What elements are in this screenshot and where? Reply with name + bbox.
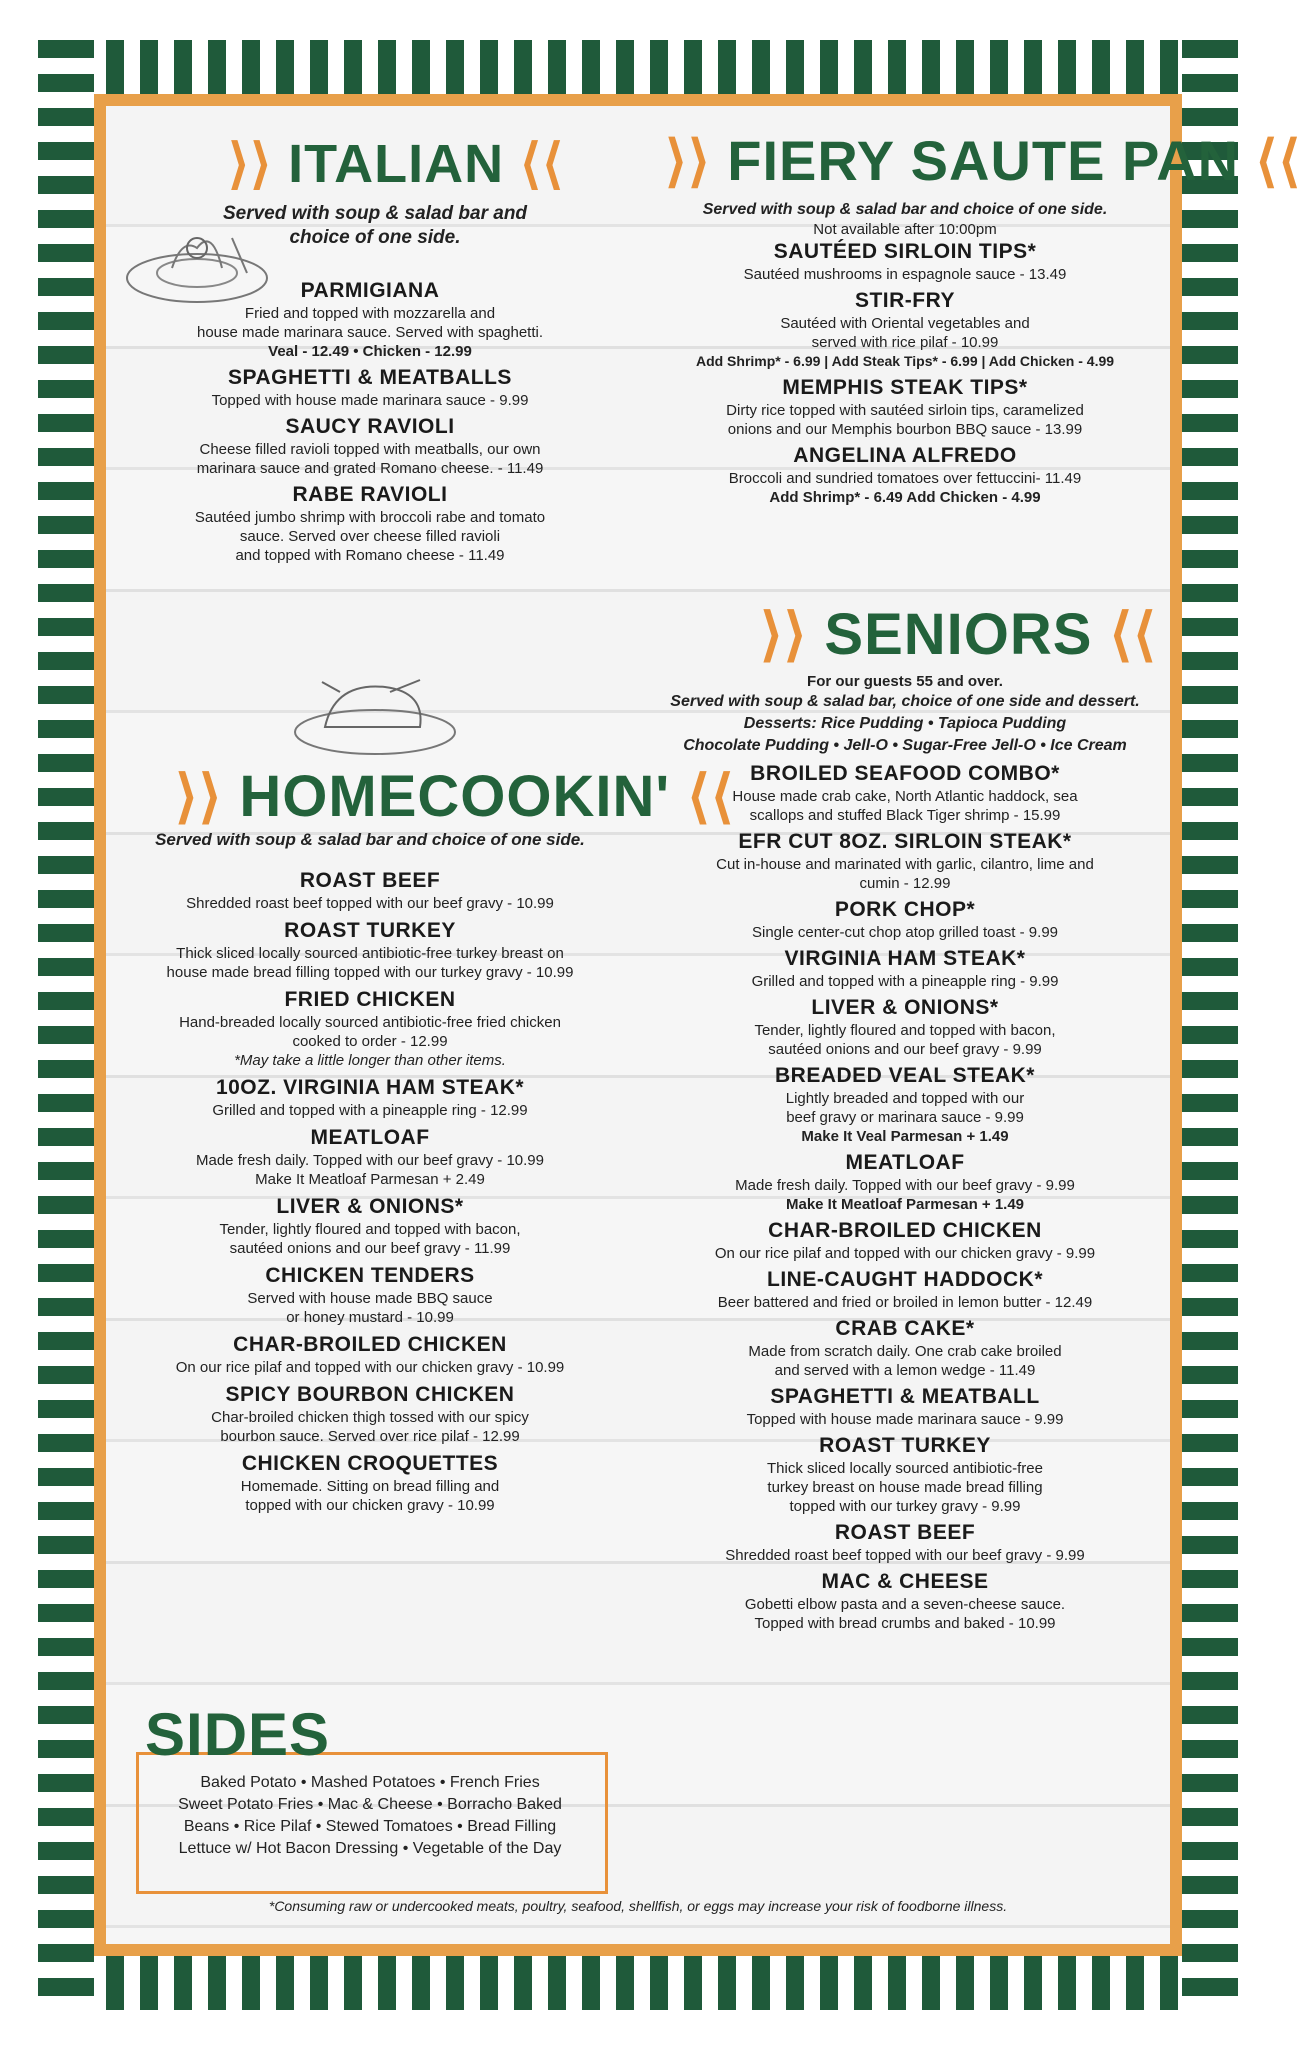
menu-item: [655, 1150, 1155, 1214]
item-desc: Topped with house made marinara sauce - 9.99: [746, 1411, 1064, 1428]
item-name: MEMPHIS STEAK TIPS*: [782, 376, 1028, 399]
item-name: CRAB CAKE*: [835, 1317, 975, 1340]
item-name: SPICY BOURBON CHICKEN: [225, 1383, 515, 1406]
item-desc: Served with house made BBQ sauce: [247, 1290, 493, 1307]
item-desc: Sautéed with Oriental vegetables and: [780, 315, 1030, 332]
italian-subtitle: Served with soup & salad bar and choice of one side.: [222, 203, 528, 248]
seniors-items: [655, 672, 1155, 1637]
menu-item: [135, 414, 605, 478]
item-desc: marinara sauce and grated Romano cheese. - 11.49: [196, 460, 544, 477]
item-desc: Homemade. Sitting on bread filling and: [240, 1478, 500, 1495]
sides-line: Lettuce w/ Hot Bacon Dressing • Vegetable of the Day: [178, 1840, 562, 1857]
menu-item: [655, 897, 1155, 942]
item-desc: topped with our chicken gravy - 10.99: [245, 1497, 495, 1514]
item-desc: Made from scratch daily. One crab cake broiled: [748, 1343, 1062, 1360]
item-desc: served with rice pilaf - 10.99: [811, 334, 999, 351]
item-desc: Made fresh daily. Topped with our beef gravy - 9.99: [735, 1177, 1075, 1194]
item-name: ROAST BEEF: [299, 869, 441, 892]
item-desc: Add Shrimp* - 6.49 Add Chicken - 4.99: [769, 489, 1041, 506]
item-desc: cumin - 12.99: [859, 875, 951, 892]
menu-item: [655, 1520, 1155, 1565]
item-desc: topped with our turkey gravy - 9.99: [789, 1498, 1021, 1515]
item-desc: Hand-breaded locally sourced antibiotic-free fried chicken: [179, 1014, 561, 1031]
italian-heading: ⟩⟩ ITALIAN ⟨⟨: [228, 134, 565, 194]
item-desc: Shredded roast beef topped with our beef gravy - 9.99: [725, 1547, 1085, 1564]
item-desc: sautéed onions and our beef gravy - 11.99: [229, 1240, 511, 1257]
item-desc: and topped with Romano cheese - 11.49: [235, 547, 505, 564]
item-desc: Fried and topped with mozzarella and: [244, 305, 496, 322]
item-desc: Gobetti elbow pasta and a seven-cheese sauce.: [744, 1596, 1066, 1613]
menu-item: [135, 1075, 605, 1120]
menu-item: [135, 1125, 605, 1189]
menu-item: [135, 482, 605, 565]
menu-item: [655, 239, 1155, 284]
menu-item: [655, 1569, 1155, 1633]
item-desc: On our rice pilaf and topped with our chicken gravy - 10.99: [175, 1359, 565, 1376]
homecookin-items: [135, 868, 605, 1520]
item-note: *May take a little longer than other items.: [234, 1052, 506, 1069]
menu-item: [655, 1384, 1155, 1429]
item-desc: sautéed onions and our beef gravy - 9.99: [768, 1041, 1042, 1058]
item-desc: sauce. Served over cheese filled ravioli: [239, 528, 501, 545]
item-desc: Dirty rice topped with sautéed sirloin tips, caramelized: [726, 402, 1084, 419]
item-desc: Shredded roast beef topped with our beef gravy - 10.99: [186, 895, 554, 912]
fiery-saute-pan-heading: ⟩⟩ FIERY SAUTE PAN ⟨⟨: [665, 129, 1301, 192]
item-name: LIVER & ONIONS*: [811, 996, 999, 1019]
item-desc: Cut in-house and marinated with garlic, cilantro, lime and: [716, 856, 1094, 873]
item-desc: Broccoli and sundried tomatoes over fettuccini- 11.49: [728, 470, 1082, 487]
menu-item: [135, 987, 605, 1070]
item-name: LINE-CAUGHT HADDOCK*: [767, 1268, 1043, 1291]
foodborne-illness-disclaimer: *Consuming raw or undercooked meats, poultry, seafood, shellfish, or eggs may increase your risk of foodborne illness.: [268, 1898, 1008, 1914]
item-name: CHAR-BROILED CHICKEN: [768, 1219, 1042, 1242]
menu-item: [655, 375, 1155, 439]
item-name: PORK CHOP*: [834, 898, 976, 921]
item-name: MEATLOAF: [310, 1126, 430, 1149]
roast-turkey-icon: [290, 672, 460, 762]
item-name: ROAST TURKEY: [819, 1434, 991, 1457]
menu-item: [135, 1194, 605, 1258]
item-desc: Grilled and topped with a pineapple ring - 12.99: [212, 1102, 528, 1119]
item-name: CHAR-BROILED CHICKEN: [233, 1333, 507, 1356]
item-desc: bourbon sauce. Served over rice pilaf - 12.99: [220, 1428, 520, 1445]
seniors-intro: Served with soup & salad bar, choice of one side and dessert.: [670, 693, 1140, 710]
menu-item: [135, 1263, 605, 1327]
fiery-items: [655, 200, 1155, 511]
item-name: PARMIGIANA: [300, 279, 440, 302]
menu-item: [655, 995, 1155, 1059]
item-desc: Topped with house made marinara sauce - 9.99: [211, 392, 529, 409]
item-desc: Grilled and topped with a pineapple ring - 9.99: [751, 973, 1059, 990]
menu-item: [135, 1382, 605, 1446]
item-name: RABE RAVIOLI: [292, 483, 448, 506]
item-name: ROAST TURKEY: [284, 919, 456, 942]
item-name: CHICKEN TENDERS: [265, 1264, 475, 1287]
item-desc: Sautéed mushrooms in espagnole sauce - 13.49: [743, 266, 1067, 283]
item-name: LIVER & ONIONS*: [276, 1195, 464, 1218]
item-name: BREADED VEAL STEAK*: [775, 1064, 1035, 1087]
item-desc: onions and our Memphis bourbon BBQ sauce - 13.99: [727, 421, 1083, 438]
seniors-intro: For our guests 55 and over.: [807, 673, 1003, 690]
item-desc: cooked to order - 12.99: [292, 1033, 448, 1050]
item-desc: Make It Meatloaf Parmesan + 2.49: [255, 1171, 485, 1188]
item-desc: Tender, lightly floured and topped with bacon,: [219, 1221, 521, 1238]
item-desc: Single center-cut chop atop grilled toast - 9.99: [751, 924, 1058, 941]
menu-item: [655, 1316, 1155, 1380]
item-desc: Topped with bread crumbs and baked - 10.99: [754, 1615, 1056, 1632]
sides-line: Sweet Potato Fries • Mac & Cheese • Borracho Baked: [178, 1796, 562, 1813]
item-desc: Make It Veal Parmesan + 1.49: [801, 1128, 1009, 1145]
seniors-intro: Desserts: Rice Pudding • Tapioca Pudding: [743, 715, 1067, 732]
menu-item: [135, 1451, 605, 1515]
menu-item: [655, 1267, 1155, 1312]
item-name: SAUTÉED SIRLOIN TIPS*: [773, 240, 1037, 263]
item-desc: Veal - 12.49 • Chicken - 12.99: [268, 343, 472, 360]
item-desc: Thick sliced locally sourced antibiotic-free: [767, 1460, 1043, 1477]
menu-item: [135, 868, 605, 913]
sides-line: Beans • Rice Pilaf • Stewed Tomatoes • Bread Filling: [183, 1818, 557, 1835]
menu-item: [655, 443, 1155, 507]
menu-item: [655, 1063, 1155, 1146]
sides-list: [150, 1772, 590, 1860]
item-desc: or honey mustard - 10.99: [286, 1309, 454, 1326]
item-name: BROILED SEAFOOD COMBO*: [750, 762, 1060, 785]
menu-item: [135, 365, 605, 410]
item-desc: On our rice pilaf and topped with our chicken gravy - 9.99: [714, 1245, 1096, 1262]
item-desc: Sautéed jumbo shrimp with broccoli rabe and tomato: [194, 509, 546, 526]
homecookin-heading: ⟩⟩ HOMECOOKIN' ⟨⟨: [175, 764, 735, 829]
fiery-note: Not available after 10:00pm: [813, 221, 997, 238]
fiery-subtitle: Served with soup & salad bar and choice of one side.: [702, 201, 1108, 218]
sides-heading: SIDES: [145, 1701, 331, 1768]
item-desc: Cheese filled ravioli topped with meatballs, our own: [199, 441, 541, 458]
item-desc: Lightly breaded and topped with our: [785, 1090, 1025, 1107]
item-name: FRIED CHICKEN: [284, 988, 456, 1011]
menu-item: [655, 946, 1155, 991]
item-name: VIRGINIA HAM STEAK*: [784, 947, 1026, 970]
italian-items: [135, 278, 605, 569]
menu-item: [655, 288, 1155, 371]
seniors-heading: ⟩⟩ SENIORS ⟨⟨: [760, 602, 1157, 667]
item-desc: turkey breast on house made bread filling: [767, 1479, 1043, 1496]
item-name: SPAGHETTI & MEATBALLS: [228, 366, 512, 389]
item-name: MAC & CHEESE: [821, 1570, 989, 1593]
item-desc: Thick sliced locally sourced antibiotic-free turkey breast on: [176, 945, 564, 962]
item-desc: house made marinara sauce. Served with spaghetti.: [196, 324, 544, 341]
item-desc: beef gravy or marinara sauce - 9.99: [786, 1109, 1024, 1126]
item-name: SAUCY RAVIOLI: [285, 415, 455, 438]
item-desc: Make It Meatloaf Parmesan + 1.49: [785, 1196, 1025, 1213]
item-name: ROAST BEEF: [834, 1521, 976, 1544]
item-desc: Tender, lightly floured and topped with bacon,: [754, 1022, 1056, 1039]
item-desc: House made crab cake, North Atlantic haddock, sea: [732, 788, 1078, 805]
menu-item: [655, 829, 1155, 893]
item-desc: house made bread filling topped with our turkey gravy - 10.99: [166, 964, 574, 981]
item-name: EFR CUT 8OZ. SIRLOIN STEAK*: [738, 830, 1072, 853]
item-name: 10OZ. VIRGINIA HAM STEAK*: [215, 1076, 525, 1099]
menu-item: [655, 1433, 1155, 1516]
menu-item: [655, 761, 1155, 825]
item-desc: Add Shrimp* - 6.99 | Add Steak Tips* - 6.99 | Add Chicken - 4.99: [695, 353, 1115, 369]
seniors-intro: Chocolate Pudding • Jell-O • Sugar-Free Jell-O • Ice Cream: [683, 737, 1127, 754]
menu-item: [135, 278, 605, 361]
menu-item: [655, 1218, 1155, 1263]
item-desc: scallops and stuffed Black Tiger shrimp - 15.99: [749, 807, 1061, 824]
homecookin-subtitle: Served with soup & salad bar and choice of one side.: [155, 830, 585, 849]
item-name: STIR-FRY: [854, 289, 956, 312]
item-name: SPAGHETTI & MEATBALL: [770, 1385, 1040, 1408]
item-desc: and served with a lemon wedge - 11.49: [774, 1362, 1036, 1379]
menu-item: [135, 1332, 605, 1377]
menu-item: [135, 918, 605, 982]
sides-line: Baked Potato • Mashed Potatoes • French Fries: [200, 1774, 540, 1791]
item-desc: Char-broiled chicken thigh tossed with our spicy: [211, 1409, 529, 1426]
item-name: CHICKEN CROQUETTES: [241, 1452, 499, 1475]
item-desc: Made fresh daily. Topped with our beef gravy - 10.99: [196, 1152, 544, 1169]
item-name: MEATLOAF: [845, 1151, 965, 1174]
item-name: ANGELINA ALFREDO: [793, 444, 1017, 467]
item-desc: Beer battered and fried or broiled in lemon butter - 12.49: [717, 1294, 1093, 1311]
